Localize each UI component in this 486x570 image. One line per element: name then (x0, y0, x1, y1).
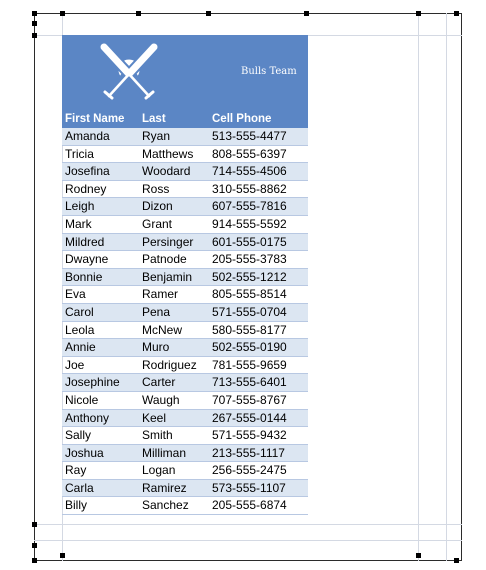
table-row (62, 392, 308, 410)
team-title[interactable]: Bulls Team (241, 66, 297, 77)
handle-bottom-1[interactable] (60, 553, 65, 558)
sheet-content (62, 35, 308, 515)
handle-left-lower[interactable] (32, 522, 37, 527)
first-name-cell[interactable]: Dwayne (65, 252, 109, 267)
first-name-cell[interactable]: Josefina (65, 164, 110, 179)
last-name-cell[interactable]: Carter (142, 375, 176, 390)
table-row (62, 269, 308, 287)
last-name-cell[interactable]: Waugh (142, 392, 180, 407)
cell-phone-cell[interactable]: 571-555-9432 (212, 428, 287, 443)
header-first-name[interactable]: First Name (65, 113, 125, 125)
first-name-cell[interactable]: Leola (65, 322, 95, 337)
last-name-cell[interactable]: Ross (142, 181, 170, 196)
handle-bottom-left[interactable] (32, 558, 37, 563)
handle-top-3[interactable] (206, 11, 211, 16)
handle-top-4[interactable] (304, 11, 309, 16)
right-margin-guide[interactable] (418, 13, 419, 561)
cell-phone-cell[interactable]: 607-555-7816 (212, 199, 287, 214)
first-name-cell[interactable]: Nicole (65, 392, 99, 407)
cell-phone-cell[interactable]: 707-555-8767 (212, 392, 287, 407)
table-row (62, 462, 308, 480)
bottom-edge-guide[interactable] (34, 540, 462, 541)
last-name-cell[interactable]: Ramer (142, 287, 179, 302)
cell-phone-cell[interactable]: 205-555-3783 (212, 252, 287, 267)
last-name-cell[interactable]: Ramirez (142, 480, 187, 495)
header-last[interactable]: Last (142, 113, 166, 125)
table-row (62, 286, 308, 304)
last-name-cell[interactable]: Persinger (142, 234, 194, 249)
table-row (62, 304, 308, 322)
first-name-cell[interactable]: Amanda (65, 129, 110, 143)
last-name-cell[interactable]: Rodriguez (142, 357, 197, 372)
last-name-cell[interactable]: Keel (142, 410, 167, 425)
first-name-cell[interactable]: Billy (65, 498, 88, 513)
first-name-cell[interactable]: Carol (65, 304, 94, 319)
last-name-cell[interactable]: Logan (142, 463, 176, 478)
table-row (62, 181, 308, 199)
handle-top-right[interactable] (454, 11, 459, 16)
cell-phone-cell[interactable]: 781-555-9659 (212, 357, 287, 372)
last-name-cell[interactable]: Benjamin (142, 269, 193, 284)
last-name-cell[interactable]: Patnode (142, 252, 187, 267)
last-name-cell[interactable]: Smith (142, 428, 173, 443)
right-edge-guide[interactable] (446, 13, 447, 561)
last-name-cell[interactable]: Milliman (142, 445, 187, 460)
first-name-cell[interactable]: Joe (65, 357, 85, 372)
cell-phone-cell[interactable]: 205-555-6874 (212, 498, 287, 513)
cell-phone-cell[interactable]: 714-555-4506 (212, 164, 287, 179)
last-name-cell[interactable]: Matthews (142, 146, 194, 161)
cell-phone-cell[interactable]: 808-555-6397 (212, 146, 287, 161)
last-name-cell[interactable]: Dizon (142, 199, 173, 214)
table-row (62, 146, 308, 164)
cell-phone-cell[interactable]: 213-555-1117 (212, 445, 285, 460)
cell-phone-cell[interactable]: 573-555-1107 (212, 480, 286, 495)
cell-phone-cell[interactable]: 513-555-4477 (212, 129, 287, 143)
first-name-cell[interactable]: Rodney (65, 181, 107, 196)
last-name-cell[interactable]: Sanchez (142, 498, 189, 513)
first-name-cell[interactable]: Annie (65, 340, 96, 355)
table-row (62, 128, 308, 146)
handle-bottom-2[interactable] (416, 553, 421, 558)
handle-top-5[interactable] (416, 11, 421, 16)
handle-top-1[interactable] (60, 11, 65, 16)
cell-phone-cell[interactable]: 580-555-8177 (212, 322, 287, 337)
last-name-cell[interactable]: Woodard (142, 164, 191, 179)
first-name-cell[interactable]: Carla (65, 480, 94, 495)
table-row (62, 357, 308, 375)
table-row (62, 322, 308, 340)
header-cell-phone[interactable]: Cell Phone (212, 113, 272, 125)
team-banner (62, 35, 308, 110)
cell-phone-cell[interactable]: 502-555-0190 (212, 340, 287, 355)
first-name-cell[interactable]: Mark (65, 216, 92, 231)
last-name-cell[interactable]: Ryan (142, 129, 171, 143)
first-name-cell[interactable]: Ray (65, 463, 87, 478)
last-name-cell[interactable]: McNew (142, 322, 183, 337)
cell-phone-cell[interactable]: 310-555-8862 (212, 181, 287, 196)
cell-phone-cell[interactable]: 601-555-0175 (212, 234, 287, 249)
first-name-cell[interactable]: Josephine (65, 375, 120, 390)
first-name-cell[interactable]: Mildred (65, 234, 105, 249)
table-row (62, 445, 308, 463)
crossed-baseball-bats-icon (94, 39, 164, 105)
handle-bottom-right[interactable] (454, 558, 459, 563)
first-name-cell[interactable]: Eva (65, 287, 86, 302)
handle-left-upper[interactable] (32, 33, 37, 38)
handle-left-top[interactable] (32, 21, 37, 26)
cell-phone-cell[interactable]: 267-555-0144 (212, 410, 287, 425)
table-row (62, 198, 308, 216)
cell-phone-cell[interactable]: 914-555-5592 (212, 216, 287, 231)
cell-phone-cell[interactable]: 571-555-0704 (212, 304, 287, 319)
table-row (62, 234, 308, 252)
table-row (62, 497, 308, 515)
last-name-cell[interactable]: Grant (142, 216, 173, 231)
first-name-cell[interactable]: Sally (65, 428, 92, 443)
cell-phone-cell[interactable]: 805-555-8514 (212, 287, 287, 302)
first-name-cell[interactable]: Tricia (65, 146, 94, 161)
handle-top-2[interactable] (136, 11, 141, 16)
first-name-cell[interactable]: Leigh (65, 199, 95, 214)
roster-table-body (62, 128, 308, 515)
table-row (62, 251, 308, 269)
cell-phone-cell[interactable]: 502-555-1212 (212, 269, 287, 284)
table-row (62, 216, 308, 234)
first-name-cell[interactable]: Joshua (65, 445, 104, 460)
table-row (62, 163, 308, 181)
bottom-margin-guide[interactable] (34, 524, 462, 525)
table-header-row (62, 110, 308, 128)
last-name-cell[interactable]: Muro (142, 340, 170, 355)
handle-left-bottom[interactable] (32, 543, 37, 548)
table-row (62, 410, 308, 428)
first-name-cell[interactable]: Bonnie (65, 269, 103, 284)
last-name-cell[interactable]: Pena (142, 304, 171, 319)
table-row (62, 374, 308, 392)
cell-phone-cell[interactable]: 256-555-2475 (212, 463, 287, 478)
table-row (62, 480, 308, 498)
first-name-cell[interactable]: Anthony (65, 410, 110, 425)
cell-phone-cell[interactable]: 713-555-6401 (212, 375, 287, 390)
handle-top-left[interactable] (32, 11, 37, 16)
table-row (62, 427, 308, 445)
table-row (62, 339, 308, 357)
